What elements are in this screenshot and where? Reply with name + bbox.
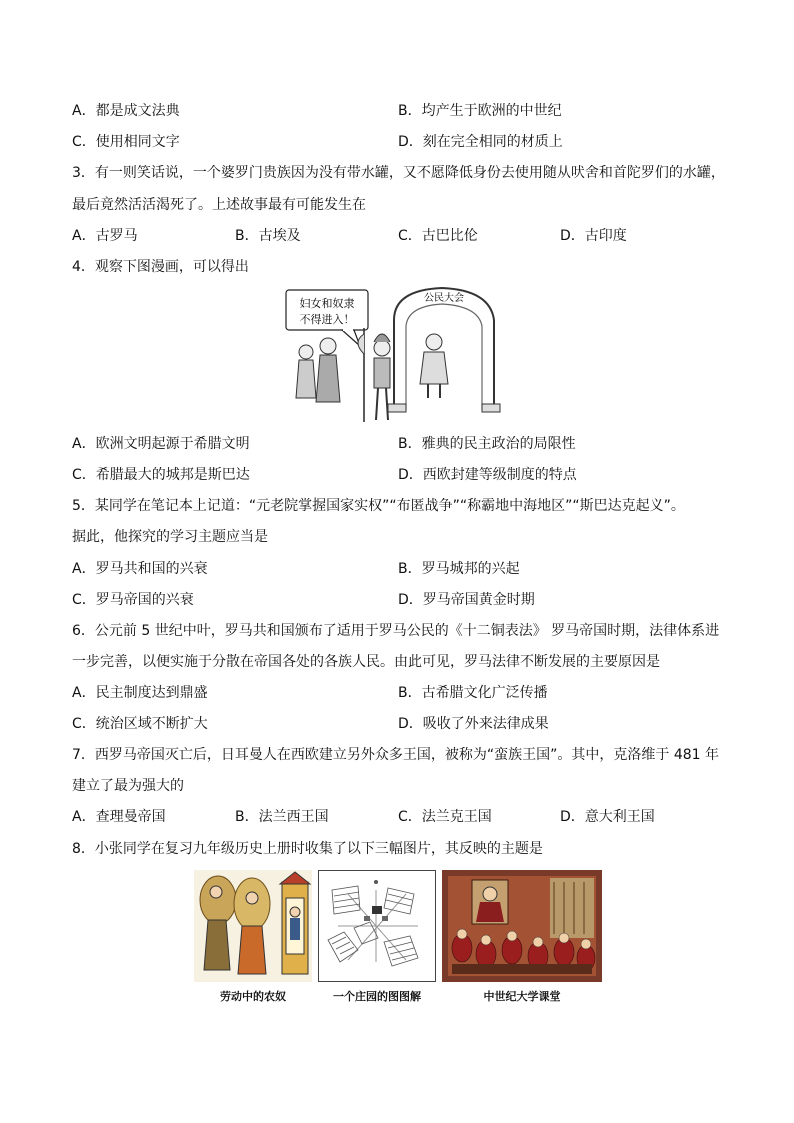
q3-stem-line1: 3．有一则笑话说，一个婆罗门贵族因为没有带水罐，又不愿降低身份去使用随从吠舍和首陀罗们的水罐，	[72, 165, 725, 181]
q7-stem-line1: 7．西罗马帝国灭亡后，日耳曼人在西欧建立另外众多王国，被称为“蛮族王国”。其中，克洛维于 481 年	[72, 747, 720, 763]
speech-line1: 妇女和奴隶	[299, 297, 355, 310]
q7-stem-line2: 建立了最为强大的	[72, 778, 184, 794]
speech-line2: 不得进入！	[299, 313, 355, 326]
q5-stem-line1: 5．某同学在笔记本上记道：“元老院掌握国家实权”“布匿战争”“称霸地中海地区”“斯巴达克起义”。	[72, 498, 685, 514]
q6-option-b: B．古希腊文化广泛传播	[398, 685, 548, 701]
q2-option-a: A．都是成文法典	[72, 103, 180, 119]
q5-option-a: A．罗马共和国的兴衰	[72, 561, 208, 577]
q7-option-b: B．法兰西王国	[235, 809, 329, 825]
q4-option-d: D．西欧封建等级制度的特点	[398, 467, 577, 483]
q6-option-a: A．民主制度达到鼎盛	[72, 685, 208, 701]
caption-serfs: 劳动中的农奴	[220, 990, 286, 1003]
q7-option-a: A．查理曼帝国	[72, 809, 166, 825]
q6-option-c: C．统治区域不断扩大	[72, 716, 208, 732]
arch-label: 公民大会	[424, 293, 464, 304]
q5-option-d: D．罗马帝国黄金时期	[398, 592, 535, 608]
q6-stem-line2: 一步完善，以便实施于分散在帝国各处的各族人民。由此可见，罗马法律不断发展的主要原因是	[72, 654, 660, 670]
q2-option-b: B．均产生于欧洲的中世纪	[398, 103, 562, 119]
university-classroom-picture	[442, 870, 602, 982]
q5-option-c: C．罗马帝国的兴衰	[72, 592, 194, 608]
q3-option-d: D．古印度	[560, 228, 627, 244]
serfs-working-picture	[194, 870, 312, 982]
q5-option-b: B．罗马城邦的兴起	[398, 561, 520, 577]
q6-option-d: D．吸收了外来法律成果	[398, 716, 549, 732]
q7-option-c: C．法兰克王国	[398, 809, 492, 825]
q2-option-d: D．刻在完全相同的材质上	[398, 134, 563, 150]
q4-option-c: C．希腊最大的城邦是斯巴达	[72, 467, 250, 483]
q6-stem-line1: 6．公元前 5 世纪中叶，罗马共和国颁布了适用于罗马公民的《十二铜表法》 罗马帝国时期，法律体系进	[72, 623, 720, 639]
assembly-cartoon	[282, 280, 504, 428]
q3-stem-line2: 最后竟然活活渴死了。上述故事最有可能发生在	[72, 197, 366, 213]
q8-stem: 8．小张同学在复习九年级历史上册时收集了以下三幅图片，其反映的主题是	[72, 841, 543, 857]
q3-option-a: A．古罗马	[72, 228, 138, 244]
caption-university: 中世纪大学课堂	[483, 990, 561, 1003]
q4-option-a: A．欧洲文明起源于希腊文明	[72, 436, 250, 452]
caption-manor: 一个庄园的图图解	[333, 990, 421, 1003]
q2-option-c: C．使用相同文字	[72, 134, 180, 150]
q7-option-d: D．意大利王国	[560, 809, 655, 825]
q4-stem: 4．观察下图漫画，可以得出	[72, 259, 249, 275]
manor-diagram-picture	[318, 870, 436, 982]
q4-option-b: B．雅典的民主政治的局限性	[398, 436, 576, 452]
q3-option-c: C．古巴比伦	[398, 228, 478, 244]
q5-stem-line2: 据此，他探究的学习主题应当是	[72, 529, 268, 545]
q3-option-b: B．古埃及	[235, 228, 301, 244]
